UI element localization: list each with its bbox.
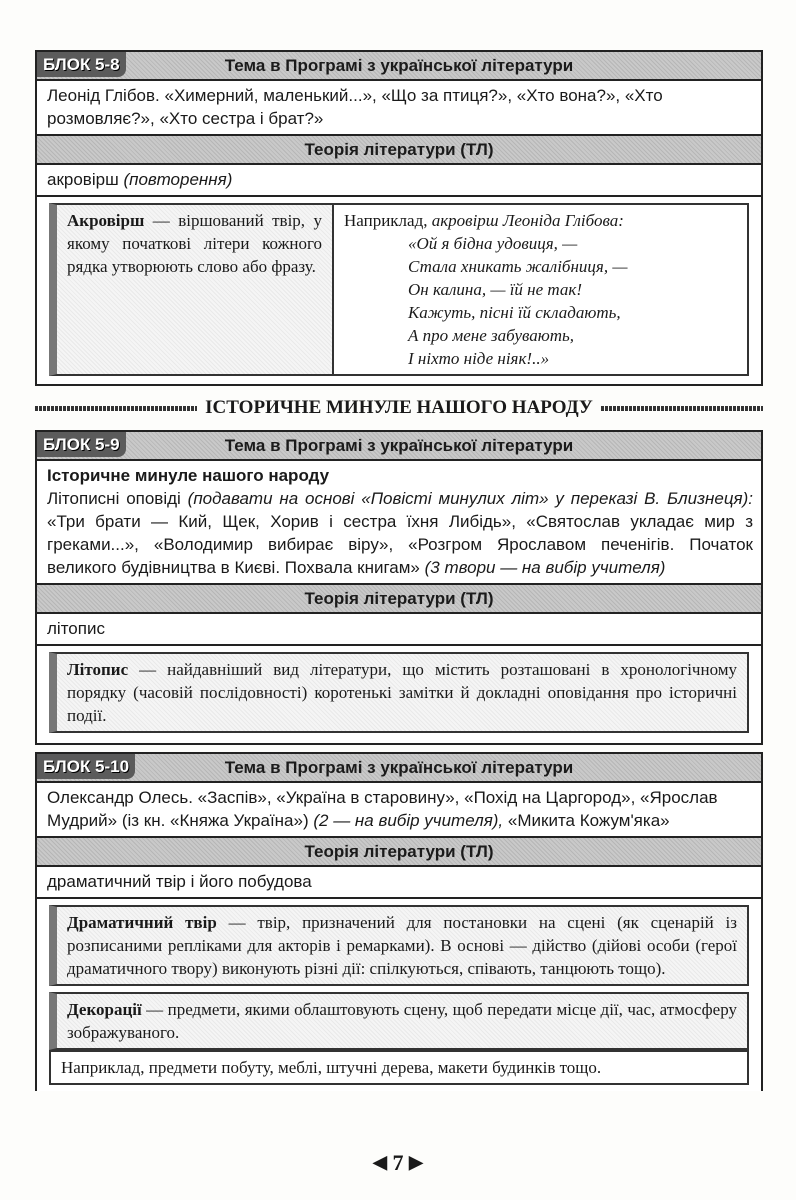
definition-term: Акровірш [67, 211, 145, 230]
definition-text: — предмети, якими облаштовують сцену, щоб передати місце дії, час, атмосферу зображуваного. [67, 1000, 737, 1042]
definition-term: Драматичний твір [67, 913, 217, 932]
program-header: Тема в Програмі з української літератури [224, 758, 574, 777]
prev-arrow-icon: ◀ [373, 1152, 387, 1172]
program-header-bar [37, 432, 761, 461]
poem-line: Он калина, — їй не так! [408, 280, 583, 299]
block-5-8 [35, 50, 763, 386]
poem-line: А про мене забувають, [408, 326, 575, 345]
block-tag: БЛОК 5-9 [37, 432, 126, 457]
theory-row [37, 165, 761, 197]
theory-header: Теорія літератури (ТЛ) [304, 842, 494, 861]
definition-term: Декорації [67, 1000, 142, 1019]
poem-line: «Ой я бідна удовиця, — [408, 234, 578, 253]
program-header: Тема в Програмі з української літератури [224, 436, 574, 455]
poem [344, 232, 737, 370]
theory-header: Теорія літератури (ТЛ) [304, 140, 494, 159]
definition-text: — найдавніший вид літератури, що містить розташовані в хронологічному порядку (часовій послідовності) коротенькі замітки й докладні оповідання про історичні події. [67, 660, 737, 725]
definition-box-scenery [49, 992, 749, 1050]
block-5-9 [35, 430, 763, 745]
theory-header: Теорія літератури (ТЛ) [304, 589, 494, 608]
section-title: ІСТОРИЧНЕ МИНУЛЕ НАШОГО НАРОДУ [205, 397, 593, 418]
topic-row: Леонід Глібов. «Химерний, маленький...», «Що за птиця?», «Хто вона?», «Хто розмовляє?», «Хто сестра і брат?» [37, 81, 761, 136]
definition-term: Літопис [67, 660, 129, 679]
definition-text: — віршований твір, у якому початкові літери кожного рядка утворюють слово або фразу. [67, 211, 322, 276]
poem-line: Кажуть, пісні їй складають, [408, 303, 621, 322]
definition-example-pair [49, 203, 749, 376]
block-tag: БЛОК 5-8 [37, 52, 126, 77]
block-tag: БЛОК 5-10 [37, 754, 135, 779]
topic-row: Історичне минуле нашого народу Літописні оповіді (подавати на основі «Повісті минулих літ» у переказі В. Близнеця): «Три брати — Кий, Щек, Хорив і сестра їхня Либідь», «Святослав укладає мир з греками...», «Володимир вибирає віру», «Розгром Ярославом печенігів. Початок великого будівництва в Києві. Похвала книгам» (3 твори — на вибір учителя) [37, 461, 761, 585]
example-box: Наприклад, предмети побуту, меблі, штучні дерева, макети будинків тощо. [49, 1050, 749, 1085]
program-header-bar [37, 52, 761, 81]
definition-box [49, 652, 749, 733]
theory-header-bar [37, 838, 761, 867]
definition-box-drama [49, 905, 749, 986]
theory-header-bar [37, 136, 761, 165]
theory-note: (повторення) [123, 170, 233, 189]
theory-header-bar [37, 585, 761, 614]
theory-term: драматичний твір і його побудова [47, 872, 312, 891]
topic-title: Історичне минуле нашого народу [47, 466, 330, 485]
poem-line: Стала хникать жалібниця, — [408, 257, 628, 276]
next-arrow-icon: ▶ [409, 1152, 423, 1172]
page-number: ◀ 7 ▶ [373, 1150, 423, 1175]
program-header: Тема в Програмі з української літератури [224, 56, 574, 75]
poem-line: І ніхто ніде ніяк!..» [408, 349, 550, 368]
theory-row [37, 614, 761, 646]
theory-term: акровірш [47, 170, 119, 189]
program-header-bar [37, 754, 761, 783]
topic-row: Олександр Олесь. «Заспів», «Україна в старовину», «Похід на Царгород», «Ярослав Мудрий» (із кн. «Княжа Україна») (2 — на вибір учителя), «Микита Кожум'яка» [37, 783, 761, 838]
block-5-10 [35, 752, 763, 1091]
theory-term: літопис [47, 619, 105, 638]
theory-row [37, 867, 761, 899]
section-divider [35, 398, 763, 418]
definition-box [49, 203, 334, 376]
definition-text: — твір, призначений для постановки на сцені (як сценарій із розписаними репліками для акторів і ремарками). В основі — дійство (дійові особи (герої драматичного твору) виконують різні дії: спілкуються, співають, танцюють тощо). [67, 913, 737, 978]
example-box: Наприклад, акровірш Леоніда Глібова: «Ой я бідна удовиця, — Стала хникать жалібниця, — Он калина, — їй не так! Кажуть, пісні їй складають, А про мене забувають, І ніхто ніде ніяк!..» [334, 203, 749, 376]
